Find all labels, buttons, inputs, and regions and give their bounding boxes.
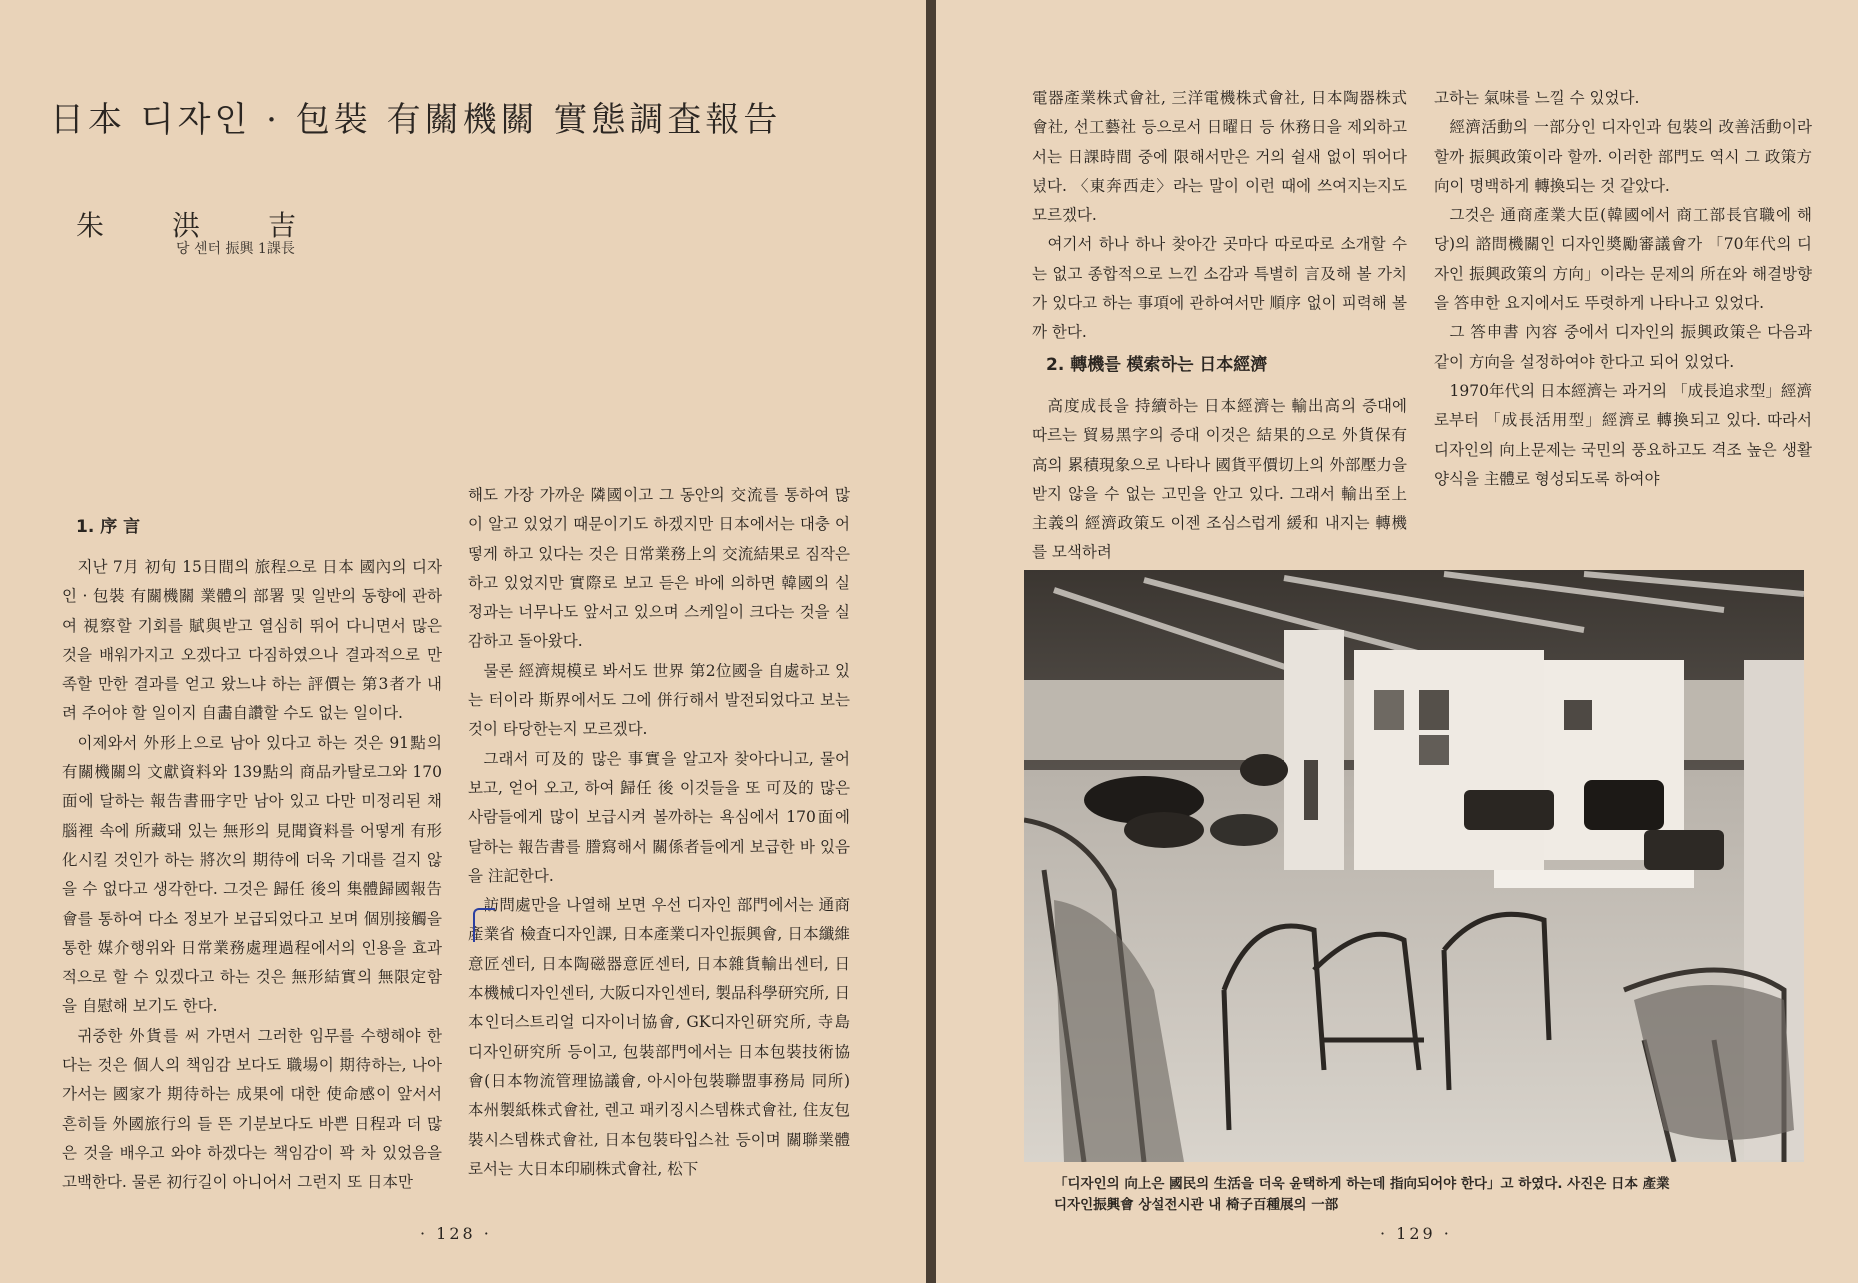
showroom-chairs-image [1024,570,1804,1162]
paragraph: 그래서 可及的 많은 事實을 알고자 찾아다니고, 물어 보고, 얻어 오고, 하여 歸任 後 이것들을 또 可及的 많은 사람들에게 많이 보급시켜 볼까하는 욕심에서 170面에 달하는 報告書를 謄寫해서 關係者들에게 보급한 바 있음을 注記한다. [468,749,850,885]
paragraph: 여기서 하나 하나 찾아간 곳마다 따로따로 소개할 수는 없고 종합적으로 느낀 소감과 특별히 言及해 볼 가치가 있다고 하는 事項에 관하여서만 順序 없이 피력해 볼까 한다. [1032,235,1407,342]
author-affiliation: 당 센터 振興 1課長 [176,241,295,257]
author-char: 吉 [268,209,297,242]
text-column-4 [1434,84,1812,494]
left-page [0,0,926,1283]
paragraph: 물론 經濟規模로 봐서도 世界 第2位國을 自處하고 있는 터이라 斯界에서도 그에 併行해서 발전되었다고 보는 것이 타당한는지 모르겠다. [468,661,850,739]
caption-line: 디자인振興會 상설전시관 내 椅子百種展의 一部 [1054,1197,1339,1213]
pen-annotation-mark [473,908,495,942]
page-number: · 128 · [420,1224,492,1243]
paragraph: 이제와서 外形上으로 남아 있다고 하는 것은 91點의 有關機關의 文獻資料와 139點의 商品카탈로그와 170面에 달하는 報告書冊字만 남아 있고 다만 미정리된 채 腦裡 속에 所藏돼 있는 無形의 見聞資料를 어떻게 有形化시킬 것인가 하는 將次의 期待에 더욱 기대를 걸지 않을 수 없다고 생각한다. 그것은 歸任 後의 集體歸國報告會를 통하여 다소 정보가 보급되었다고 보며 個別接觸을 통한 媒介행위와 日常業務處理過程에서의 인용을 효과적으로 할 수 있겠다고 하는 것은 無形結實의 無限定함을 自慰해 보기도 한다. [62,733,442,1016]
page-number: · 129 · [1380,1224,1452,1243]
section-heading-1: 1. 序 言 [76,517,141,537]
text-column-1 [62,553,442,1198]
paragraph: 고하는 氣味를 느낄 수 있었다. [1434,89,1640,107]
text-column-3 [1032,84,1407,348]
author-char: 洪 [172,209,201,242]
caption-line: 「디자인의 向上은 國民의 生活을 더욱 윤택하게 하는데 指向되어야 한다」고 하였다. 사진은 日本 產業 [1054,1176,1670,1192]
paragraph: 電器產業株式會社, 三洋電機株式會社, 日本陶器株式會社, 선工藝社 등으로서 日曜日 등 休務日을 제외하고서는 日課時間 중에 限해서만은 거의 쉴새 없이 뛰어다녔다. 〈東奔西走〉라는 말이 이런 때에 쓰여지는지도 모르겠다. [1032,89,1407,225]
book-gutter [926,0,936,1283]
exhibition-photo [1024,570,1804,1162]
paragraph: 訪問處만을 나열해 보면 우선 디자인 部門에서는 通商產業省 檢査디자인課, 日本產業디자인振興會, 日本纖維意匠센터, 日本陶磁器意匠센터, 日本雜貨輸出센터, 日本機械디자인센터, 大阪디자인센터, 製品科學研究所, 日本인더스트리얼 디자이너協會, GK디자인研究所, 寺島디자인研究所 등이고, 包裝部門에서는 日本包裝技術協會(日本物流管理協議會, 아시아包裝聯盟事務局 同所) 本州製紙株式會社, 렌고 패키징시스템株式會社, 住友包裝시스템株式會社, 日本包裝타입스社 등이며 關聯業體로서는 大日本印刷株式會社, 松下 [468,896,850,1178]
paragraph: 經濟活動의 一部分인 디자인과 包裝의 改善活動이라 할까 振興政策이라 할까. 이러한 部門도 역시 그 政策方向이 명백하게 轉換되는 것 같았다. [1434,118,1812,195]
text-column-3-cont [1032,392,1407,568]
paragraph: 高度成長을 持續하는 日本經濟는 輸出高의 증대에 따르는 貿易黑字의 증대 이것은 結果的으로 外貨保有高의 累積現象으로 나타나 國貨平價切上의 外部壓力을 받지 않을 수 없는 고민을 안고 있다. 그래서 輸出至上主義의 經濟政策도 이젠 조심스럽게 緩和 내지는 轉機를 모색하려 [1032,397,1407,562]
photo-caption [1054,1174,1794,1216]
paragraph: 그 答申書 內容 중에서 디자인의 振興政策은 다음과 같이 方向을 설정하여야 한다고 되어 있었다. [1434,323,1812,371]
paragraph: 1970年代의 日本經濟는 과거의 「成長追求型」經濟로부터 「成長活用型」經濟로 轉換되고 있다. 따라서 디자인의 向上문제는 국민의 풍요하고도 격조 높은 생활양식을 主體로 형성되도록 하여야 [1434,381,1812,488]
paragraph: 지난 7月 初旬 15日間의 旅程으로 日本 國內의 디자인 · 包裝 有關機關 業體의 部署 및 일반의 동향에 관하여 視察할 기회를 賦與받고 열심히 뛰어 다니면서 많은 것을 배워가지고 오겠다고 다짐하였으나 결과적으로 만족할 만한 결과를 얻고 왔느냐 하는 評價는 第3者가 내려 주어야 할 일이지 自畵自讚할 수도 없는 일이다. [62,558,442,723]
text-column-2 [468,481,850,1184]
paragraph: 그것은 通商產業大臣(韓國에서 商工部長官職에 해당)의 諮問機關인 디자인奬勵審議會가 「70年代의 디자인 振興政策의 方向」이라는 문제의 所在와 해결방향을 答申한 요지에서도 뚜렷하게 나타나고 있었다. [1434,206,1812,313]
article-title: 日本 디자인 · 包裝 有關機關 實態調査報告 [50,100,782,140]
paragraph: 해도 가장 가까운 隣國이고 그 동안의 交流를 통하여 많이 알고 있었기 때문이기도 하겠지만 日本에서는 대충 어떻게 하고 있다는 것은 日常業務上의 交流結果로 짐작은 하고 있었지만 實際로 보고 듣은 바에 의하면 韓國의 실정과는 너무나도 앞서고 있으며 스케일이 크다는 것을 실감하고 돌아왔다. [468,486,850,651]
paragraph: 귀중한 外貨를 써 가면서 그러한 임무를 수행해야 한다는 것은 個人의 책임감 보다도 職場이 期待하는, 나아가서는 國家가 期待하는 成果에 대한 使命感이 앞서서 흔히들 外國旅行의 들 뜬 기분보다도 바쁜 日程과 더 많은 것을 배우고 와야 하겠다는 책임감이 꽉 차 있었음을 고백한다. 물론 初行길이 아니어서 그런지 또 日本만 [62,1026,442,1192]
section-heading-2: 2. 轉機를 模索하는 日本經濟 [1046,355,1268,375]
author-char: 朱 [76,209,105,242]
